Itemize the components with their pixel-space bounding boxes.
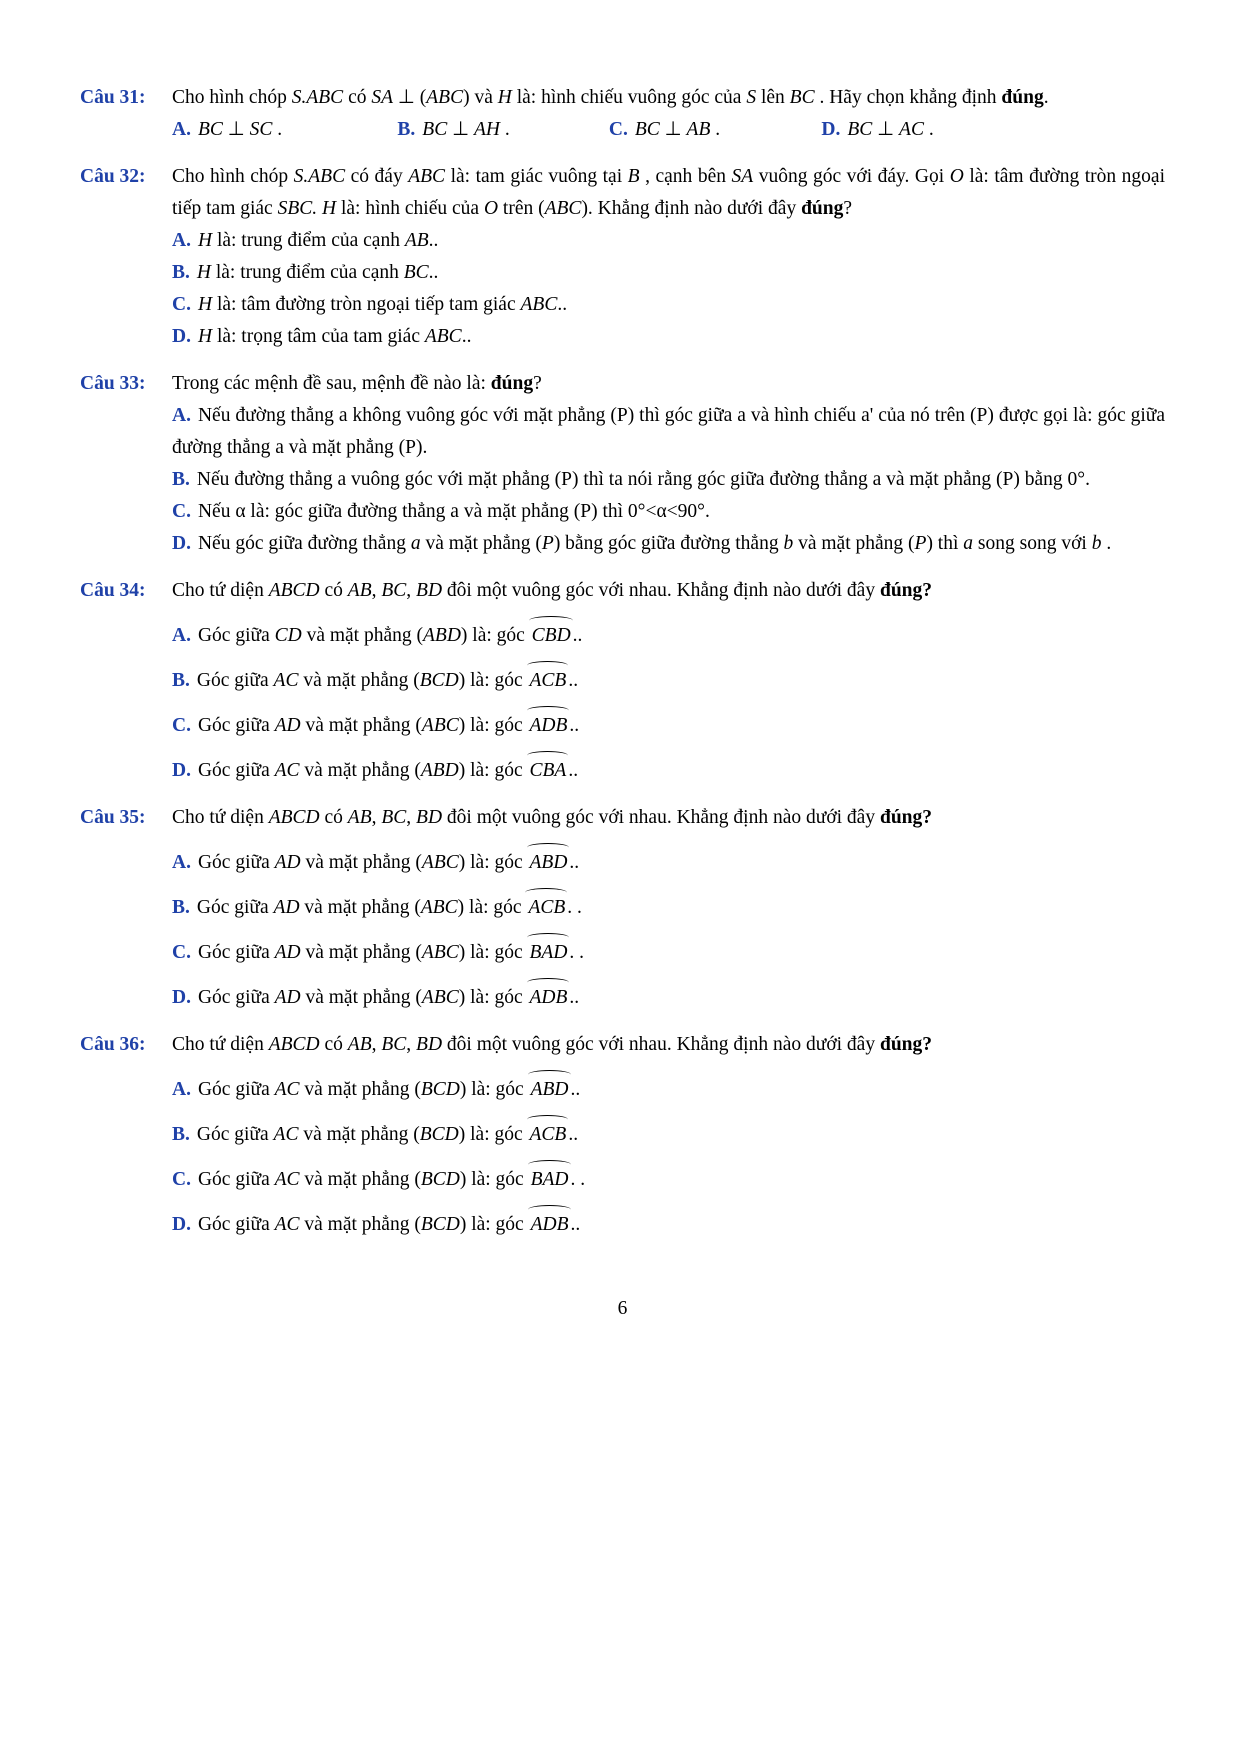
answer-text: Nếu α là: góc giữa đường thẳng a và mặt phẳng (P) thì 0°<α<90°. xyxy=(197,501,710,522)
answer-text: H là: trung điểm của cạnh BC.. xyxy=(196,262,439,283)
answer-letter: D. xyxy=(172,1214,191,1235)
question-number: Câu 33: xyxy=(80,373,146,394)
answer-letter: B. xyxy=(172,670,190,691)
answer-text: Góc giữa AD và mặt phẳng (ABC) là: góc ABD .. xyxy=(198,852,579,873)
answer-text: Góc giữa AD và mặt phẳng (ABC) là: góc BAD . . xyxy=(198,942,584,963)
question-number: Câu 31: xyxy=(80,87,146,108)
answer-option-d xyxy=(172,755,1165,787)
answer-option-c xyxy=(172,710,1165,742)
answer-option-a xyxy=(172,400,1165,464)
answer-list xyxy=(172,847,1165,1014)
answer-option-d xyxy=(821,114,1165,146)
answer-text: Góc giữa AC và mặt phẳng (BCD) là: góc ACB .. xyxy=(197,670,578,691)
answer-letter: A. xyxy=(172,119,191,140)
question-text: Cho tứ diện ABCD có AB, BC, BD đôi một vuông góc với nhau. Khẳng định nào dưới đây đúng? xyxy=(172,580,933,601)
answer-text: Nếu góc giữa đường thẳng a và mặt phẳng (P) bằng góc giữa đường thẳng b và mặt phẳng (P) thì a song song với b . xyxy=(197,533,1112,554)
answer-option-b xyxy=(172,257,1165,289)
question-text: Cho hình chóp S.ABC có đáy ABC là: tam giác vuông tại B , cạnh bên SA vuông góc với đáy. Gọi O là: tâm đường tròn ngoại tiếp tam giác SBC. H là: hình chiếu của O trên (ABC). Khẳng định nào dưới đây đúng? xyxy=(172,166,1165,219)
answer-option-b xyxy=(172,665,1165,697)
answer-option-a xyxy=(172,620,1165,652)
question-35 xyxy=(80,802,1165,1014)
answer-text: Góc giữa AC và mặt phẳng (ABD) là: góc CBA .. xyxy=(198,760,578,781)
answer-text: Góc giữa CD và mặt phẳng (ABD) là: góc CBD .. xyxy=(198,625,582,646)
answer-option-a xyxy=(172,225,1165,257)
answer-option-b xyxy=(397,114,609,146)
answer-letter: C. xyxy=(172,294,191,315)
answer-letter: C. xyxy=(172,715,191,736)
answer-list xyxy=(172,400,1165,560)
answer-option-c xyxy=(609,114,822,146)
question-34 xyxy=(80,575,1165,787)
question-number: Câu 36: xyxy=(80,1034,146,1055)
answer-letter: B. xyxy=(172,897,190,918)
answer-letter: B. xyxy=(172,262,190,283)
answer-text: Nếu đường thẳng a vuông góc với mặt phẳng (P) thì ta nói rằng góc giữa đường thẳng a và mặt phẳng (P) bằng 0°. xyxy=(196,469,1090,490)
answer-letter: D. xyxy=(172,326,191,347)
answer-text: Góc giữa AC và mặt phẳng (BCD) là: góc BAD . . xyxy=(198,1169,585,1190)
answer-letter: D. xyxy=(172,533,191,554)
answer-letter: A. xyxy=(172,405,191,426)
answer-text: BC ⊥ AC . xyxy=(847,119,934,140)
answer-letter: A. xyxy=(172,852,191,873)
answer-letter: C. xyxy=(172,501,191,522)
answer-letter: C. xyxy=(608,119,628,140)
answer-option-a xyxy=(172,847,1165,879)
question-content xyxy=(172,575,1165,787)
answer-text: BC ⊥ AH . xyxy=(422,119,510,140)
answer-option-c xyxy=(172,289,1165,321)
answer-option-a xyxy=(172,114,397,146)
answer-text: Góc giữa AD và mặt phẳng (ABC) là: góc ADB .. xyxy=(198,715,579,736)
page-number: 6 xyxy=(617,1298,628,1319)
question-32 xyxy=(80,161,1165,353)
answer-text: H là: trung điểm của cạnh AB.. xyxy=(197,230,439,251)
answer-list xyxy=(172,225,1165,353)
answer-letter: C. xyxy=(172,942,191,963)
question-text: Trong các mệnh đề sau, mệnh đề nào là: đúng? xyxy=(172,373,542,394)
answer-letter: D. xyxy=(172,760,191,781)
answer-text: Góc giữa AC và mặt phẳng (BCD) là: góc ABD .. xyxy=(198,1079,580,1100)
answer-list xyxy=(172,1074,1165,1241)
answer-option-d xyxy=(172,321,1165,353)
answer-option-b xyxy=(172,464,1165,496)
answer-text: Góc giữa AC và mặt phẳng (BCD) là: góc ACB .. xyxy=(197,1124,578,1145)
question-content xyxy=(172,802,1165,1014)
answer-option-b xyxy=(172,892,1165,924)
answer-letter: B. xyxy=(172,1124,190,1145)
question-content xyxy=(172,82,1165,146)
answer-letter: A. xyxy=(172,625,191,646)
question-36 xyxy=(80,1029,1165,1241)
answer-text: BC ⊥ AB . xyxy=(634,119,721,140)
answer-letter: C. xyxy=(172,1169,191,1190)
question-content xyxy=(172,161,1165,353)
question-text: Cho hình chóp S.ABC có SA ⊥ (ABC) và H là: hình chiếu vuông góc của S lên BC . Hãy chọn khẳng định đúng. xyxy=(172,87,1049,108)
answer-row xyxy=(172,114,1165,146)
question-content xyxy=(172,368,1165,560)
question-number: Câu 35: xyxy=(80,807,146,828)
answer-option-c xyxy=(172,496,1165,528)
answer-text: Nếu đường thẳng a không vuông góc với mặt phẳng (P) thì góc giữa a và hình chiếu a' của nó trên (P) được gọi là: góc giữa đường thẳng a và mặt phẳng (P). xyxy=(172,405,1165,458)
answer-option-d xyxy=(172,982,1165,1014)
answer-option-c xyxy=(172,1164,1165,1196)
question-number: Câu 34: xyxy=(80,580,146,601)
answer-option-d xyxy=(172,528,1165,560)
question-text: Cho tứ diện ABCD có AB, BC, BD đôi một vuông góc với nhau. Khẳng định nào dưới đây đúng? xyxy=(172,807,933,828)
answer-text: H là: tâm đường tròn ngoại tiếp tam giác ABC.. xyxy=(197,294,568,315)
answer-letter: A. xyxy=(172,230,191,251)
answer-option-c xyxy=(172,937,1165,969)
answer-option-b xyxy=(172,1119,1165,1151)
answer-list xyxy=(172,620,1165,787)
answer-letter: B. xyxy=(172,469,190,490)
answer-letter: A. xyxy=(172,1079,191,1100)
question-31 xyxy=(80,82,1165,146)
answer-letter: D. xyxy=(172,987,191,1008)
answer-text: Góc giữa AD và mặt phẳng (ABC) là: góc ADB .. xyxy=(198,987,579,1008)
answer-text: H là: trọng tâm của tam giác ABC.. xyxy=(197,326,472,347)
answer-letter: B. xyxy=(397,119,416,140)
question-text: Cho tứ diện ABCD có AB, BC, BD đôi một vuông góc với nhau. Khẳng định nào dưới đây đúng? xyxy=(172,1034,933,1055)
question-33 xyxy=(80,368,1165,560)
answer-option-d xyxy=(172,1209,1165,1241)
answer-text: BC ⊥ SC . xyxy=(197,119,283,140)
answer-letter: D. xyxy=(821,119,841,140)
answer-option-a xyxy=(172,1074,1165,1106)
question-number: Câu 32: xyxy=(80,166,146,187)
answer-text: Góc giữa AC và mặt phẳng (BCD) là: góc ADB .. xyxy=(198,1214,580,1235)
answer-text: Góc giữa AD và mặt phẳng (ABC) là: góc ACB . . xyxy=(197,897,582,918)
question-content xyxy=(172,1029,1165,1241)
